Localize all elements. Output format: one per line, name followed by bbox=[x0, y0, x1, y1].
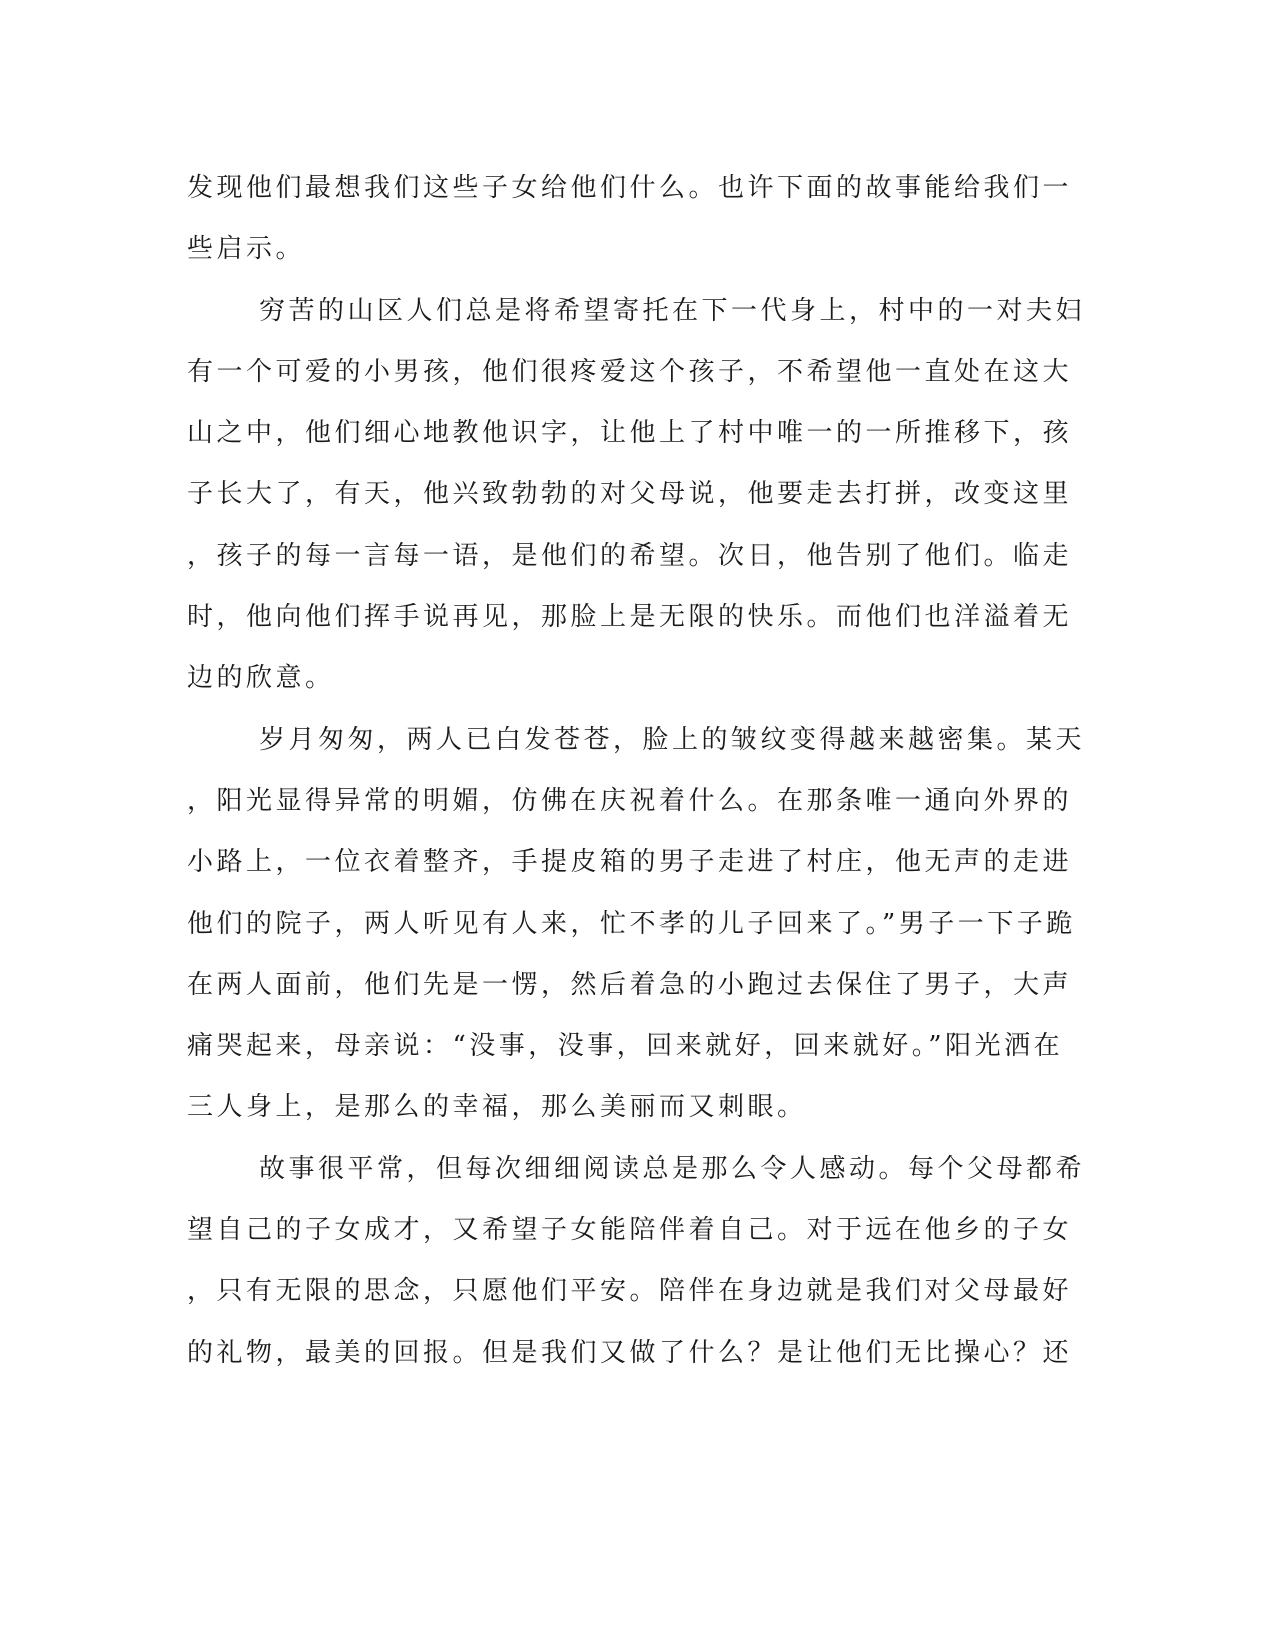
text-line: 望自己的子女成才，又希望子女能陪伴着自己。对于远在他乡的子女 bbox=[187, 1215, 1073, 1246]
text-line: ，阳光显得异常的明媚，仿佛在庆祝着什么。在那条唯一通向外界的 bbox=[187, 785, 1073, 816]
text-line: 时，他向他们挥手说再见，那脸上是无限的快乐。而他们也洋溢着无 bbox=[187, 602, 1073, 633]
text-line: ，只有无限的思念，只愿他们平安。陪伴在身边就是我们对父母最好 bbox=[187, 1276, 1073, 1307]
text-line: ，孩子的每一言每一语，是他们的希望。次日，他告别了他们。临走 bbox=[187, 540, 1073, 571]
paragraph-first-line: 穷苦的山区人们总是将希望寄托在下一代身上，村中的一对夫妇 bbox=[259, 295, 1086, 326]
text-line: 三人身上，是那么的幸福，那么美丽而又刺眼。 bbox=[187, 1092, 807, 1123]
text-line: 有一个可爱的小男孩，他们很疼爱这个孩子，不希望他一直处在这大 bbox=[187, 356, 1073, 387]
text-line: 边的欣意。 bbox=[187, 663, 335, 694]
text-line: 子长大了，有天，他兴致勃勃的对父母说，他要走去打拼，改变这里 bbox=[187, 479, 1073, 510]
body-text bbox=[187, 158, 1086, 1384]
text-line: 发现他们最想我们这些子女给他们什么。也许下面的故事能给我们一 bbox=[187, 173, 1073, 203]
text-line: 小路上，一位衣着整齐，手提皮箱的男子走进了村庄，他无声的走进 bbox=[187, 847, 1073, 878]
text-line: 在两人面前，他们先是一愣，然后着急的小跑过去保住了男子，大声 bbox=[187, 969, 1073, 1000]
paragraph-first-line: 故事很平常，但每次细细阅读总是那么令人感动。每个父母都希 bbox=[259, 1153, 1086, 1184]
text-line: 山之中，他们细心地教他识字，让他上了村中唯一的一所推移下，孩 bbox=[187, 418, 1073, 449]
text-line: 的礼物，最美的回报。但是我们又做了什么？是让他们无比操心？还 bbox=[187, 1337, 1073, 1368]
text-line: 他们的院子，两人听见有人来，忙不孝的儿子回来了。”男子一下子跪 bbox=[187, 908, 1076, 939]
paragraph-first-line: 岁月匆匆，两人已白发苍苍，脸上的皱纹变得越来越密集。某天 bbox=[259, 724, 1086, 755]
text-line: 些启示。 bbox=[187, 234, 306, 265]
text-line: 痛哭起来，母亲说：“没事，没事，回来就好，回来就好。”阳光洒在 bbox=[187, 1031, 1064, 1062]
